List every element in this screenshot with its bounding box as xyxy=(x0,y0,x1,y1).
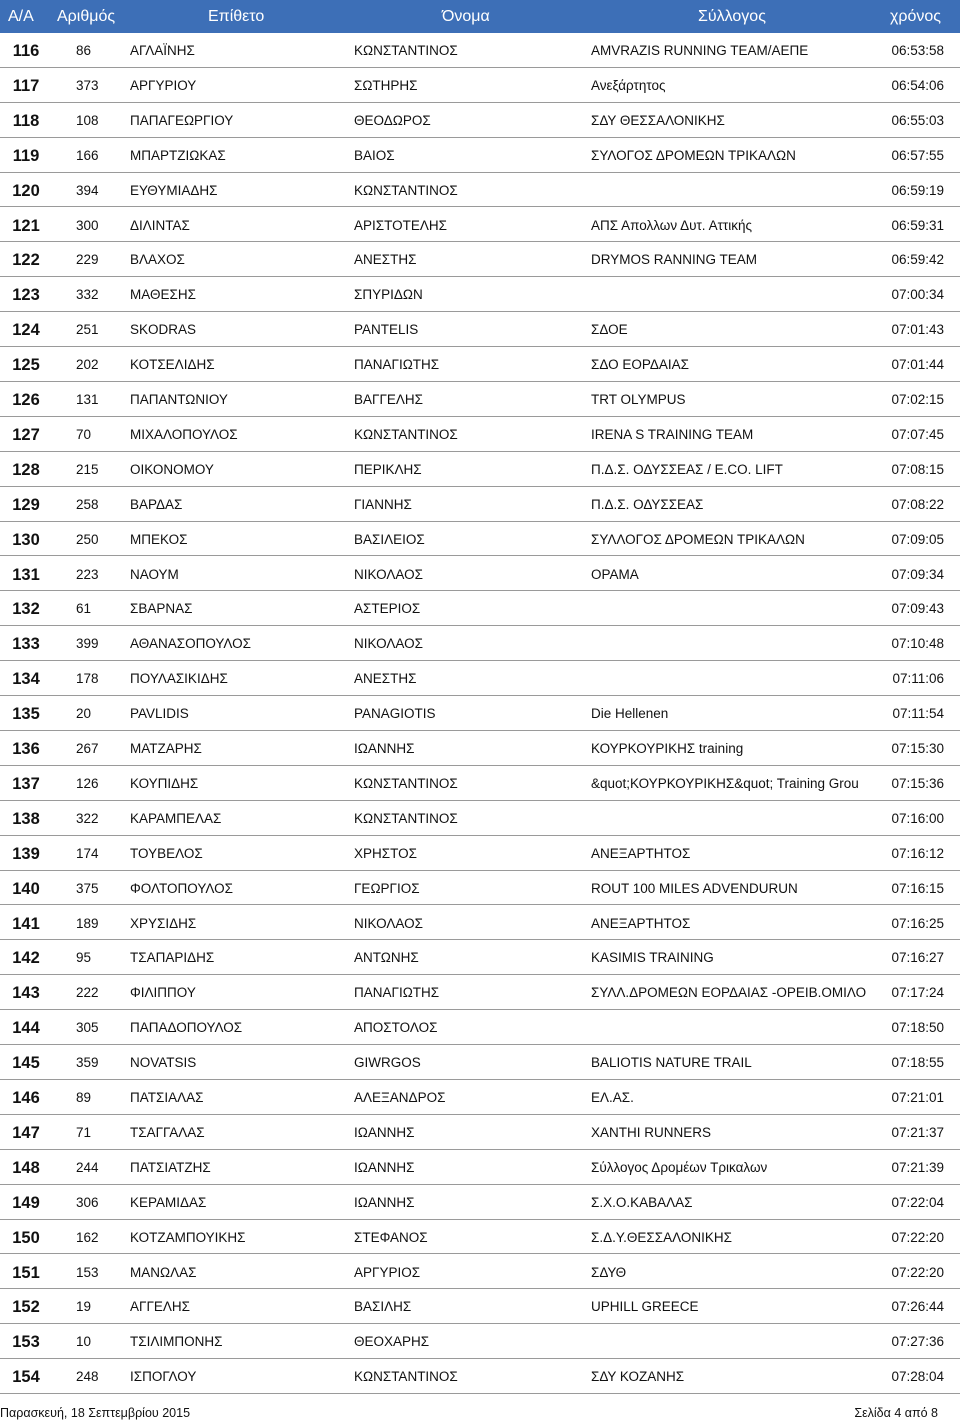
bib-number-cell: 359 xyxy=(76,1055,99,1071)
page-footer xyxy=(0,1406,960,1425)
table-row xyxy=(0,940,960,975)
surname-cell: ΜΑΝΩΛΑΣ xyxy=(130,1264,197,1280)
position-cell: 138 xyxy=(12,809,40,828)
club-cell: ΚΟΥΡΚΟΥΡΙΚΗΣ training xyxy=(591,741,744,756)
header-name: Όνομα xyxy=(442,8,490,25)
surname-cell: ΠΑΠΑΝΤΩΝΙΟΥ xyxy=(130,392,228,407)
table-row xyxy=(0,242,960,277)
first-name-cell: ΙΩΑΝΝΗΣ xyxy=(354,1124,415,1140)
bib-number-cell: 108 xyxy=(76,112,99,128)
surname-cell: ΕΥΘΥΜΙΑΔΗΣ xyxy=(130,182,218,198)
position-cell: 119 xyxy=(12,146,40,165)
bib-number-cell: 300 xyxy=(76,217,99,233)
table-row xyxy=(0,661,960,696)
bib-number-cell: 61 xyxy=(76,601,92,617)
surname-cell: ΜΠΕΚΟΣ xyxy=(130,531,188,547)
first-name-cell: ΒΑΣΙΛΕΙΟΣ xyxy=(354,531,425,547)
bib-number-cell: 222 xyxy=(76,985,99,1001)
bib-number-cell: 399 xyxy=(76,636,99,652)
first-name-cell: ΙΩΑΝΝΗΣ xyxy=(354,741,415,756)
table-row xyxy=(0,452,960,487)
finish-time-cell: 07:27:36 xyxy=(891,1334,944,1350)
club-cell: ΟΡΑΜΑ xyxy=(591,566,639,582)
club-cell: Σ.Χ.Ο.ΚΑΒΑΛΑΣ xyxy=(591,1194,693,1210)
bib-number-cell: 306 xyxy=(76,1194,99,1210)
header-bib: Αριθμός xyxy=(57,8,116,25)
club-cell: Ανεξάρτητος xyxy=(591,77,666,93)
surname-cell: ΜΠΑΡΤΖΙΩΚΑΣ xyxy=(130,147,226,163)
surname-cell: ΑΡΓΥΡΙΟΥ xyxy=(130,77,197,93)
table-row xyxy=(0,1289,960,1324)
first-name-cell: ΚΩΝΣΤΑΝΤΙΝΟΣ xyxy=(354,1369,458,1385)
bib-number-cell: 332 xyxy=(76,287,99,303)
bib-number-cell: 375 xyxy=(76,880,99,896)
club-cell: XANTHI RUNNERS xyxy=(591,1124,712,1140)
table-row xyxy=(0,68,960,103)
position-cell: 129 xyxy=(12,495,40,514)
bib-number-cell: 229 xyxy=(76,252,99,268)
surname-cell: ΠΑΠΑΔΟΠΟΥΛΟΣ xyxy=(130,1020,243,1036)
table-row xyxy=(0,1150,960,1185)
club-cell: ΣΔΟ ΕΟΡΔΑΙΑΣ xyxy=(591,357,689,373)
footer-date: Παρασκευή, 18 Σεπτεμβρίου 2015 xyxy=(0,1406,191,1420)
finish-time-cell: 07:16:25 xyxy=(891,915,944,931)
position-cell: 145 xyxy=(12,1054,40,1073)
table-row xyxy=(0,1010,960,1045)
position-cell: 118 xyxy=(12,111,40,130)
bib-number-cell: 20 xyxy=(76,706,92,722)
table-row xyxy=(0,208,960,243)
surname-cell: ΜΙΧΑΛΟΠΟΥΛΟΣ xyxy=(130,426,238,442)
first-name-cell: ΝΙΚΟΛΑΟΣ xyxy=(354,915,423,931)
surname-cell: ΚΟΤΣΕΛΙΔΗΣ xyxy=(130,357,215,373)
surname-cell: ΚΟΥΠΙΔΗΣ xyxy=(130,775,199,791)
finish-time-cell: 07:17:24 xyxy=(891,985,944,1001)
finish-time-cell: 06:59:19 xyxy=(891,182,944,198)
table-row xyxy=(0,557,960,592)
position-cell: 130 xyxy=(12,530,40,549)
surname-cell: ΤΣΑΓΓΑΛΑΣ xyxy=(130,1124,205,1140)
finish-time-cell: 07:01:43 xyxy=(891,322,944,338)
finish-time-cell: 07:16:15 xyxy=(891,880,944,896)
surname-cell: ΠΑΤΣΙΑΤΖΗΣ xyxy=(130,1159,211,1175)
surname-cell: ΠΑΤΣΙΑΛΑΣ xyxy=(130,1090,204,1105)
surname-cell: ΚΑΡΑΜΠΕΛΑΣ xyxy=(130,810,222,826)
club-cell: ΣΥΛΟΓΟΣ ΔΡΟΜΕΩΝ ΤΡΙΚΑΛΩΝ xyxy=(591,147,796,163)
position-cell: 126 xyxy=(12,391,40,409)
position-cell: 116 xyxy=(12,42,40,60)
table-row xyxy=(0,836,960,871)
finish-time-cell: 07:02:15 xyxy=(891,392,944,407)
surname-cell: ΒΑΡΔΑΣ xyxy=(130,496,183,512)
position-cell: 149 xyxy=(12,1193,40,1212)
first-name-cell: ΚΩΝΣΤΑΝΤΙΝΟΣ xyxy=(354,775,458,791)
table-row xyxy=(0,1324,960,1359)
bib-number-cell: 174 xyxy=(76,845,99,861)
table-row xyxy=(0,871,960,906)
first-name-cell: ΑΝΕΣΤΗΣ xyxy=(354,252,417,268)
club-cell: Π.Δ.Σ. ΟΔΥΣΣΕΑΣ xyxy=(591,496,704,512)
first-name-cell: ΠΕΡΙΚΛΗΣ xyxy=(354,461,422,477)
finish-time-cell: 07:22:20 xyxy=(891,1229,944,1245)
position-cell: 127 xyxy=(12,425,40,444)
table-row xyxy=(0,312,960,347)
table-row xyxy=(0,33,960,68)
first-name-cell: PANTELIS xyxy=(354,322,419,338)
first-name-cell: ΒΑΣΙΛΗΣ xyxy=(354,1299,412,1315)
surname-cell: PAVLIDIS xyxy=(130,706,189,722)
bib-number-cell: 223 xyxy=(76,566,99,582)
table-row xyxy=(0,138,960,173)
club-cell: KASIMIS TRAINING xyxy=(591,950,714,966)
table-row xyxy=(0,731,960,766)
bib-number-cell: 267 xyxy=(76,741,99,756)
surname-cell: ΦΙΛΙΠΠΟΥ xyxy=(130,985,196,1001)
table-row xyxy=(0,591,960,626)
bib-number-cell: 373 xyxy=(76,77,99,93)
first-name-cell: ΑΡΓΥΡΙΟΣ xyxy=(354,1264,421,1280)
first-name-cell: ΒΑΙΟΣ xyxy=(354,147,395,163)
bib-number-cell: 70 xyxy=(76,426,92,442)
table-row xyxy=(0,173,960,208)
surname-cell: ΙΣΠΟΓΛΟΥ xyxy=(130,1369,197,1385)
bib-number-cell: 251 xyxy=(76,322,99,338)
finish-time-cell: 07:11:54 xyxy=(892,706,944,722)
finish-time-cell: 06:54:06 xyxy=(891,77,944,93)
position-cell: 133 xyxy=(12,635,40,654)
club-cell: ΑΝΕΞΑΡΤΗΤΟΣ xyxy=(591,845,691,861)
table-row xyxy=(0,1045,960,1080)
first-name-cell: ΑΝΤΩΝΗΣ xyxy=(354,950,419,966)
bib-number-cell: 202 xyxy=(76,357,99,373)
header-surname: Επίθετο xyxy=(208,8,265,25)
first-name-cell: ΧΡΗΣΤΟΣ xyxy=(354,845,417,861)
finish-time-cell: 06:57:55 xyxy=(891,147,944,163)
club-cell: IRENA S TRAINING TEAM xyxy=(591,426,754,442)
table-row xyxy=(0,487,960,522)
club-cell: ΣΥΛΛ.ΔΡΟΜΕΩΝ ΕΟΡΔΑΙΑΣ -ΟΡΕΙΒ.ΟΜΙΛΟ xyxy=(591,985,867,1001)
first-name-cell: ΙΩΑΝΝΗΣ xyxy=(354,1159,415,1175)
bib-number-cell: 126 xyxy=(76,775,99,791)
position-cell: 142 xyxy=(12,949,40,968)
finish-time-cell: 07:11:06 xyxy=(892,671,944,687)
bib-number-cell: 166 xyxy=(76,147,99,163)
position-cell: 143 xyxy=(12,984,40,1003)
finish-time-cell: 07:08:15 xyxy=(891,461,944,477)
table-row xyxy=(0,906,960,941)
club-cell xyxy=(591,626,873,661)
club-cell xyxy=(591,1010,873,1045)
position-cell: 117 xyxy=(12,76,40,95)
club-cell xyxy=(591,1324,873,1359)
position-cell: 124 xyxy=(12,321,40,340)
position-cell: 135 xyxy=(12,705,40,724)
table-row xyxy=(0,801,960,836)
club-cell: Σ.Δ.Υ.ΘΕΣΣΑΛΟΝΙΚΗΣ xyxy=(591,1229,732,1245)
club-cell: ΑΠΣ Απολλων Δυτ. Αττικής xyxy=(591,217,752,233)
position-cell: 125 xyxy=(12,356,40,375)
position-cell: 134 xyxy=(12,670,40,689)
club-cell: AMVRAZIS RUNNING TEAM/ΑΕΠΕ xyxy=(591,43,809,58)
finish-time-cell: 07:22:20 xyxy=(891,1264,944,1280)
finish-time-cell: 07:22:04 xyxy=(891,1194,944,1210)
first-name-cell: ΚΩΝΣΤΑΝΤΙΝΟΣ xyxy=(354,810,458,826)
finish-time-cell: 07:16:27 xyxy=(891,950,944,966)
club-cell: Die Hellenen xyxy=(591,706,669,722)
finish-time-cell: 07:21:37 xyxy=(891,1124,944,1140)
first-name-cell: ΚΩΝΣΤΑΝΤΙΝΟΣ xyxy=(354,182,458,198)
table-row xyxy=(0,1359,960,1394)
finish-time-cell: 07:09:05 xyxy=(891,531,944,547)
surname-cell: ΚΟΤΖΑΜΠΟΥΙΚΗΣ xyxy=(130,1229,246,1245)
bib-number-cell: 215 xyxy=(76,461,99,477)
surname-cell: ΟΙΚΟΝΟΜΟΥ xyxy=(130,461,214,477)
table-row xyxy=(0,1080,960,1115)
first-name-cell: ΒΑΓΓΕΛΗΣ xyxy=(354,392,423,407)
bib-number-cell: 89 xyxy=(76,1090,92,1105)
bib-number-cell: 162 xyxy=(76,1229,99,1245)
table-row xyxy=(0,1255,960,1290)
finish-time-cell: 07:26:44 xyxy=(891,1299,944,1315)
club-cell: TRT OLYMPUS xyxy=(591,392,686,407)
table-row xyxy=(0,1185,960,1220)
position-cell: 132 xyxy=(12,600,40,619)
club-cell: Σύλλογος Δρομέων Τρικαλων xyxy=(591,1159,768,1175)
first-name-cell: ΠΑΝΑΓΙΩΤΗΣ xyxy=(354,357,440,373)
table-row xyxy=(0,347,960,382)
header-time: χρόνος xyxy=(890,8,942,25)
position-cell: 153 xyxy=(12,1333,40,1352)
club-cell: UPHILL GREECE xyxy=(591,1299,699,1315)
bib-number-cell: 250 xyxy=(76,531,99,547)
first-name-cell: ΑΣΤΕΡΙΟΣ xyxy=(354,601,421,617)
bib-number-cell: 71 xyxy=(76,1124,92,1140)
bib-number-cell: 19 xyxy=(76,1299,92,1315)
finish-time-cell: 06:53:58 xyxy=(891,43,944,58)
club-cell: ΣΔΥ ΚΟΖΑΝΗΣ xyxy=(591,1369,685,1385)
finish-time-cell: 07:15:36 xyxy=(891,775,944,791)
first-name-cell: ΑΝΕΣΤΗΣ xyxy=(354,671,417,687)
club-cell: Π.Δ.Σ. ΟΔΥΣΣΕΑΣ / E.CO. LIFT xyxy=(591,461,783,477)
first-name-cell: ΓΙΑΝΝΗΣ xyxy=(354,496,412,512)
bib-number-cell: 189 xyxy=(76,915,99,931)
first-name-cell: ΝΙΚΟΛΑΟΣ xyxy=(354,636,423,652)
bib-number-cell: 178 xyxy=(76,671,99,687)
position-cell: 141 xyxy=(12,914,40,933)
club-cell xyxy=(591,591,873,626)
club-cell: ΑΝΕΞΑΡΤΗΤΟΣ xyxy=(591,915,691,931)
bib-number-cell: 86 xyxy=(76,43,92,58)
table-row xyxy=(0,626,960,661)
finish-time-cell: 07:18:55 xyxy=(891,1055,944,1071)
club-cell xyxy=(591,801,873,836)
header-pos: Α/Α xyxy=(8,8,34,25)
surname-cell: ΑΘΑΝΑΣΟΠΟΥΛΟΣ xyxy=(130,636,251,652)
club-cell xyxy=(591,173,873,208)
table-row xyxy=(0,277,960,312)
first-name-cell: ΚΩΝΣΤΑΝΤΙΝΟΣ xyxy=(354,43,458,58)
first-name-cell: ΘΕΟΧΑΡΗΣ xyxy=(354,1334,430,1350)
first-name-cell: ΘΕΟΔΩΡΟΣ xyxy=(354,112,431,128)
first-name-cell: ΣΤΕΦΑΝΟΣ xyxy=(354,1229,428,1245)
surname-cell: ΤΣΑΠΑΡΙΔΗΣ xyxy=(130,950,215,966)
header-club: Σύλλογος xyxy=(698,8,766,25)
position-cell: 144 xyxy=(12,1019,40,1038)
position-cell: 136 xyxy=(12,740,40,758)
bib-number-cell: 244 xyxy=(76,1159,99,1175)
first-name-cell: ΑΛΕΞΑΝΔΡΟΣ xyxy=(354,1090,446,1105)
first-name-cell: ΠΑΝΑΓΙΩΤΗΣ xyxy=(354,985,440,1001)
finish-time-cell: 07:09:43 xyxy=(891,601,944,617)
surname-cell: SKODRAS xyxy=(130,322,197,338)
bib-number-cell: 394 xyxy=(76,182,99,198)
finish-time-cell: 07:00:34 xyxy=(891,287,944,303)
position-cell: 120 xyxy=(12,181,40,200)
position-cell: 151 xyxy=(12,1263,40,1282)
position-cell: 139 xyxy=(12,844,40,863)
club-cell: ΣΔΥΘ xyxy=(591,1264,627,1280)
surname-cell: ΜΑΤΖΑΡΗΣ xyxy=(130,741,202,756)
surname-cell: ΔΙΛΙΝΤΑΣ xyxy=(130,217,190,233)
surname-cell: ΤΣΙΛΙΜΠΟΝΗΣ xyxy=(130,1334,223,1350)
first-name-cell: ΑΠΟΣΤΟΛΟΣ xyxy=(354,1020,438,1036)
surname-cell: ΒΛΑΧΟΣ xyxy=(130,252,185,268)
first-name-cell: ΑΡΙΣΤΟΤΕΛΗΣ xyxy=(354,217,447,233)
bib-number-cell: 131 xyxy=(76,392,99,407)
finish-time-cell: 07:01:44 xyxy=(891,357,944,373)
position-cell: 146 xyxy=(12,1089,40,1107)
table-row xyxy=(0,382,960,417)
finish-time-cell: 07:16:12 xyxy=(891,845,944,861)
surname-cell: ΤΟΥΒΕΛΟΣ xyxy=(130,845,203,861)
table-row xyxy=(0,417,960,452)
table-row xyxy=(0,1220,960,1255)
position-cell: 123 xyxy=(12,286,40,305)
surname-cell: ΣΒΑΡΝΑΣ xyxy=(130,601,193,617)
table-row xyxy=(0,522,960,557)
table-row xyxy=(0,103,960,138)
finish-time-cell: 07:21:39 xyxy=(891,1159,944,1175)
surname-cell: ΜΑΘΕΣΗΣ xyxy=(130,287,196,303)
position-cell: 128 xyxy=(12,460,40,479)
surname-cell: ΦΟΛΤΟΠΟΥΛΟΣ xyxy=(130,880,233,896)
position-cell: 137 xyxy=(12,774,40,793)
finish-time-cell: 07:08:22 xyxy=(891,496,944,512)
position-cell: 154 xyxy=(12,1368,40,1387)
club-cell: ΣΔΟΕ xyxy=(591,322,628,338)
table-row xyxy=(0,1115,960,1150)
position-cell: 150 xyxy=(12,1228,40,1247)
surname-cell: ΚΕΡΑΜΙΔΑΣ xyxy=(130,1194,207,1210)
finish-time-cell: 07:28:04 xyxy=(891,1369,944,1385)
bib-number-cell: 258 xyxy=(76,496,99,512)
bib-number-cell: 322 xyxy=(76,810,99,826)
footer-page-number: Σελίδα 4 από 8 xyxy=(854,1406,938,1420)
surname-cell: NOVATSIS xyxy=(130,1055,197,1071)
finish-time-cell: 07:16:00 xyxy=(891,810,944,826)
club-cell xyxy=(591,277,873,312)
bib-number-cell: 95 xyxy=(76,950,92,966)
finish-time-cell: 06:59:31 xyxy=(891,217,944,233)
table-header xyxy=(0,0,960,33)
bib-number-cell: 248 xyxy=(76,1369,99,1385)
bib-number-cell: 153 xyxy=(76,1264,99,1280)
club-cell: ΣΔΥ ΘΕΣΣΑΛΟΝΙΚΗΣ xyxy=(591,112,725,128)
position-cell: 122 xyxy=(12,251,40,270)
finish-time-cell: 07:07:45 xyxy=(891,426,944,442)
finish-time-cell: 06:55:03 xyxy=(891,112,944,128)
first-name-cell: GIWRGOS xyxy=(354,1055,421,1071)
bib-number-cell: 10 xyxy=(76,1334,92,1350)
surname-cell: ΠΑΠΑΓΕΩΡΓΙΟΥ xyxy=(130,112,234,128)
first-name-cell: ΝΙΚΟΛΑΟΣ xyxy=(354,566,423,582)
finish-time-cell: 06:59:42 xyxy=(891,252,944,268)
club-cell: ΣΥΛΛΟΓΟΣ ΔΡΟΜΕΩΝ ΤΡΙΚΑΛΩΝ xyxy=(591,531,805,547)
first-name-cell: ΓΕΩΡΓΙΟΣ xyxy=(354,880,420,896)
finish-time-cell: 07:09:34 xyxy=(891,566,944,582)
position-cell: 131 xyxy=(12,565,40,584)
first-name-cell: ΣΠΥΡΙΔΩΝ xyxy=(354,287,423,303)
club-cell: BALIOTIS NATURE TRAIL xyxy=(591,1055,752,1071)
finish-time-cell: 07:21:01 xyxy=(891,1090,944,1105)
first-name-cell: ΚΩΝΣΤΑΝΤΙΝΟΣ xyxy=(354,426,458,442)
first-name-cell: ΙΩΑΝΝΗΣ xyxy=(354,1194,415,1210)
position-cell: 121 xyxy=(12,216,40,235)
club-cell: DRYMOS RANNING TEAM xyxy=(591,252,758,268)
club-cell: &quot;ΚΟΥΡΚΟΥΡΙΚΗΣ&quot; Training Grou xyxy=(591,775,859,791)
club-cell xyxy=(591,661,873,696)
position-cell: 140 xyxy=(12,879,40,898)
table-row xyxy=(0,696,960,731)
surname-cell: ΝΑΟΥΜ xyxy=(130,566,179,582)
surname-cell: ΧΡΥΣΙΔΗΣ xyxy=(130,915,197,931)
club-cell: ΕΛ.ΑΣ. xyxy=(591,1090,634,1105)
surname-cell: ΠΟΥΛΑΣΙΚΙΔΗΣ xyxy=(130,671,228,687)
first-name-cell: ΣΩΤΗΡΗΣ xyxy=(354,77,418,93)
club-cell: ROUT 100 MILES ADVENDURUN xyxy=(591,880,798,896)
finish-time-cell: 07:15:30 xyxy=(891,741,944,756)
surname-cell: ΑΓΓΕΛΗΣ xyxy=(130,1299,190,1315)
position-cell: 152 xyxy=(12,1298,40,1317)
position-cell: 147 xyxy=(12,1123,40,1142)
finish-time-cell: 07:18:50 xyxy=(891,1020,944,1036)
finish-time-cell: 07:10:48 xyxy=(891,636,944,652)
bib-number-cell: 305 xyxy=(76,1020,99,1036)
table-row xyxy=(0,975,960,1010)
first-name-cell: PANAGIOTIS xyxy=(354,706,436,722)
position-cell: 148 xyxy=(12,1158,40,1177)
table-row xyxy=(0,766,960,801)
surname-cell: ΑΓΛΑΪΝΗΣ xyxy=(130,43,195,58)
